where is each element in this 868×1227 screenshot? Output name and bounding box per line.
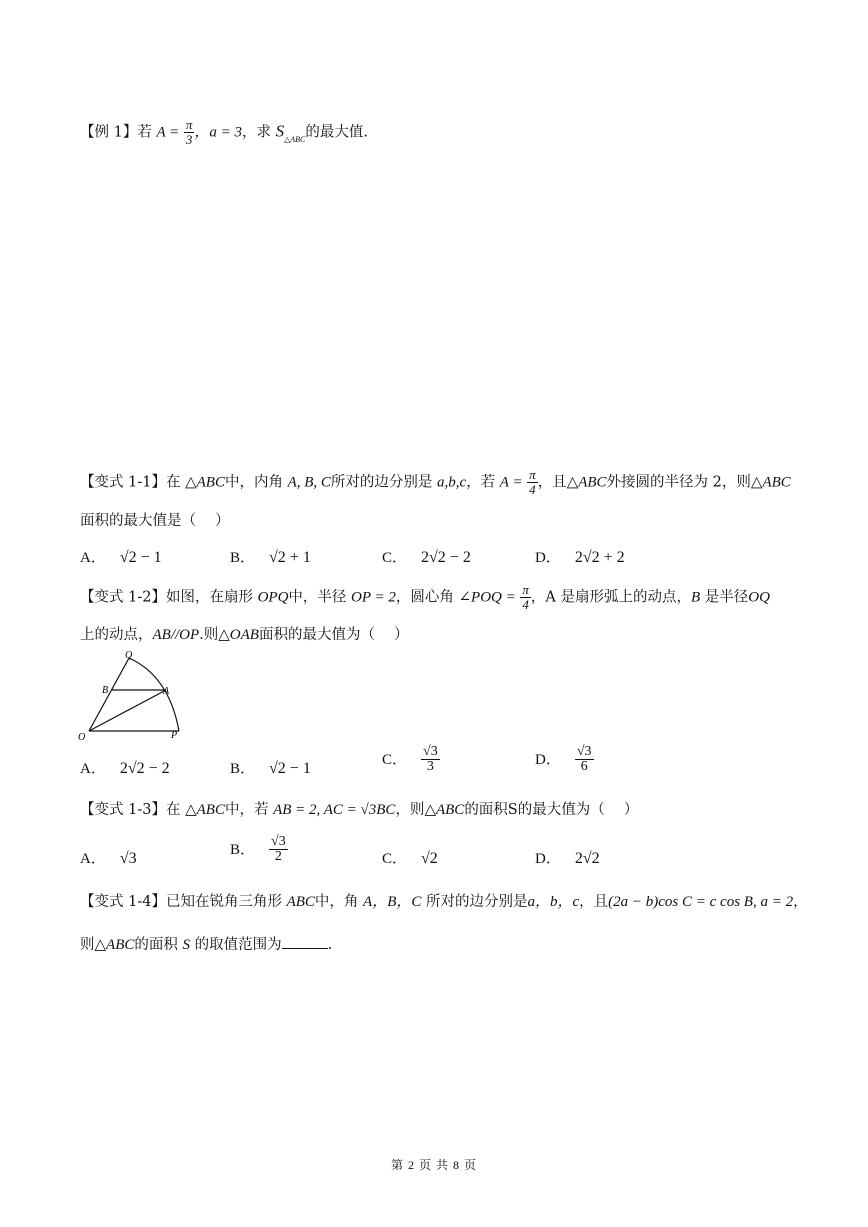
option-d: D． $\frac{√3}{6}$ xyxy=(535,744,592,774)
variant-tag: 【变式 1-1】 xyxy=(80,474,166,491)
label-a: A xyxy=(163,686,170,697)
option-c: C． 2√2 − 2 xyxy=(382,549,471,566)
option-b: B． √2 + 1 xyxy=(230,549,311,566)
variant-1-1-line1: 【变式 1-1】在 △ABC中，内角 A, B, C所对的边分别是 a,b,c，若 A = $\frac{\pi}{4}$ ，且△ABC外接圆的半径为 2，则△ABC xyxy=(80,467,791,497)
example-1-line: 【例 1】若 A = $\frac{\pi}{3}$ ，a = 3，求 $S_{\triangle ABC}$的最大值. xyxy=(80,117,368,147)
option-c: C． √2 xyxy=(382,850,438,867)
variant-1-2-line2: 上的动点，AB//OP.则△OAB面积的最大值为（ ） xyxy=(80,627,409,643)
answer-blank[interactable] xyxy=(282,934,328,949)
option-a: A． 2√2 − 2 xyxy=(80,760,170,777)
variant-1-3-line: 【变式 1-3】在 △ABC中，若 AB = 2, AC = √3BC，则△ABC的面积S的最大值为（ ） xyxy=(80,802,639,818)
example-tag: 【例 1】 xyxy=(80,124,138,141)
arc-pq xyxy=(129,658,179,731)
label-o: O xyxy=(78,732,86,740)
variant-1-4-line2: 则△ABC的面积 S 的取值范围为 . xyxy=(80,934,332,955)
option-b: B． $\frac{√3}{2}$ xyxy=(230,834,286,864)
label-p: P xyxy=(171,730,178,740)
option-a: A． √2 − 1 xyxy=(80,549,162,566)
variant-1-4-line1: 【变式 1-4】已知在锐角三角形 ABC中，角 A，B，C 所对的边分别是a，b，c，且(2a − b)cos C = c cos B, a = 2， xyxy=(80,894,808,910)
variant-tag: 【变式 1-2】 xyxy=(80,589,166,606)
option-a: A． √3 xyxy=(80,850,137,867)
variant-1-1-line2: 面积的最大值是（ ） xyxy=(80,513,230,529)
option-d: D． 2√2 + 2 xyxy=(535,549,625,566)
sector-figure xyxy=(75,648,185,740)
page-footer: 第 2 页 共 8 页 xyxy=(390,1158,477,1172)
fraction-pi-over-4: $\frac{\pi}{4}$ xyxy=(522,582,529,612)
variant-1-2-line1: 【变式 1-2】如图，在扇形 OPQ中，半径 OP = 2，圆心角 ∠POQ = $\frac{\pi}{4}$ ，A 是扇形弧上的动点，B 是半径OQ xyxy=(80,582,770,612)
variant-tag: 【变式 1-3】 xyxy=(80,802,166,818)
option-b: B． √2 − 1 xyxy=(230,760,311,777)
label-b: B xyxy=(102,685,109,696)
variant-tag: 【变式 1-4】 xyxy=(80,894,166,910)
option-c: C． $\frac{√3}{3}$ xyxy=(382,744,438,774)
option-d: D． 2√2 xyxy=(535,850,600,867)
fraction-pi-over-3: $\frac{\pi}{3}$ xyxy=(185,117,193,147)
fraction-pi-over-4: $\frac{\pi}{4}$ xyxy=(529,467,536,497)
label-q: Q xyxy=(125,650,133,661)
